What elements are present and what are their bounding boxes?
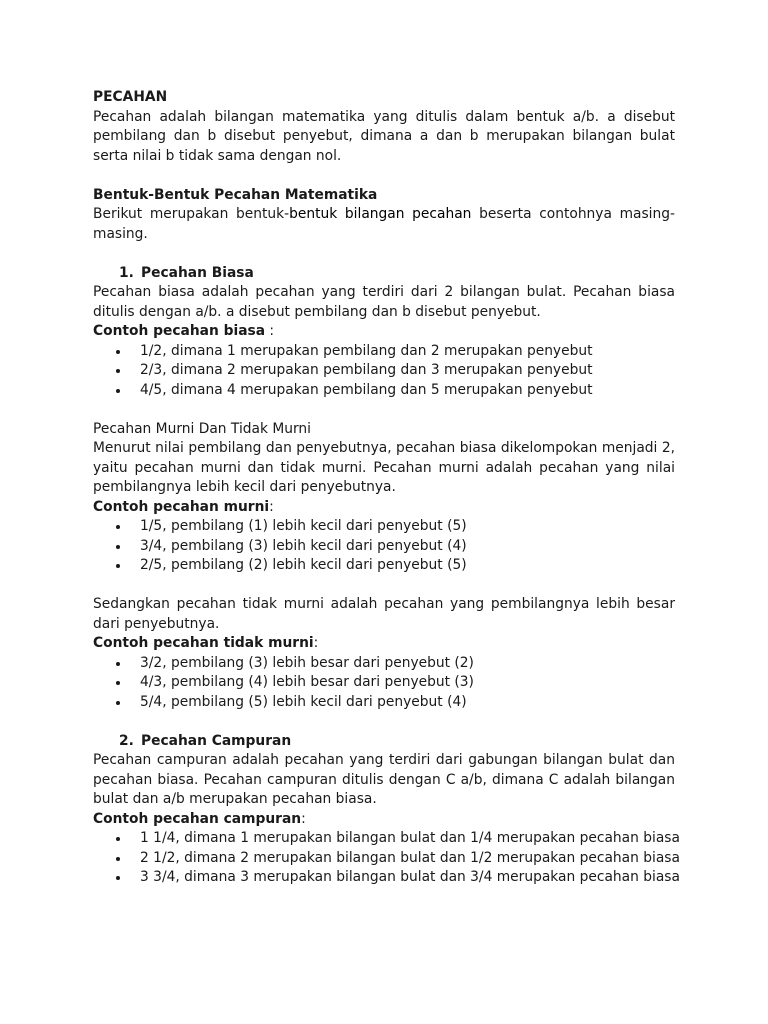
list-item: 3 3/4, dimana 3 merupakan bilangan bulat dan 3/4 merupakan pecahan biasa	[93, 868, 675, 888]
tidak-murni-example-label: Contoh pecahan tidak murni:	[93, 635, 319, 651]
list-item: 2 1/2, dimana 2 merupakan bilangan bulat dan 1/2 merupakan pecahan biasa	[93, 849, 675, 869]
intro-paragraph: Pecahan adalah bilangan matematika yang ditulis dalam bentuk a/b. a disebut pembilang dan b disebut penyebut, dimana a dan b merupakan bilangan bulat serta nilai b tidak sama dengan nol.	[93, 108, 675, 164]
list-item: 1/5, pembilang (1) lebih kecil dari penyebut (5)	[93, 517, 675, 537]
murni-example-list	[93, 517, 675, 576]
biasa-example-list	[93, 342, 675, 401]
spacer	[93, 244, 675, 264]
bentuk-heading: Bentuk-Bentuk Pecahan Matematika	[93, 186, 378, 203]
section-number: 1.	[119, 264, 134, 281]
section-number: 2.	[119, 732, 134, 749]
spacer	[93, 166, 675, 186]
campuran-paragraph: Pecahan campuran adalah pecahan yang terdiri dari gabungan bilangan bulat dan pecahan biasa. Pecahan campuran ditulis dengan C a/b, dimana C adalah bilangan bulat dan a/b merupakan pecahan biasa.	[93, 752, 675, 807]
spacer	[93, 400, 675, 420]
spacer	[93, 576, 675, 596]
list-item: 2/5, pembilang (2) lebih kecil dari penyebut (5)	[93, 556, 675, 576]
murni-paragraph: Menurut nilai pembilang dan penyebutnya, pecahan biasa dikelompokan menjadi 2, yaitu pecahan murni dan tidak murni. Pecahan murni adalah pecahan yang nilai pembilangnya lebih kecil dari penyebutnya.	[93, 440, 675, 495]
bentuk-bilangan-pecahan-link[interactable]: bentuk bilangan pecahan	[289, 206, 472, 222]
section-heading-biasa	[93, 264, 675, 284]
campuran-example-label: Contoh pecahan campuran:	[93, 810, 306, 827]
document-body	[93, 88, 680, 888]
section-title: Pecahan Biasa	[141, 264, 254, 281]
bentuk-text-after: beserta contohnya masing-masing.	[93, 206, 675, 242]
list-item: 1/2, dimana 1 merupakan pembilang dan 2 merupakan penyebut	[93, 342, 675, 362]
bentuk-paragraph	[93, 205, 675, 244]
tidak-murni-example-list	[93, 654, 675, 713]
bentuk-text-before: Berikut merupakan bentuk-	[93, 206, 290, 222]
list-item: 3/4, pembilang (3) lebih kecil dari penyebut (4)	[93, 537, 675, 557]
biasa-example-label: Contoh pecahan biasa :	[93, 323, 275, 339]
section-heading-campuran	[93, 732, 675, 752]
spacer	[93, 712, 675, 732]
murni-example-label: Contoh pecahan murni:	[93, 498, 274, 515]
list-item: 2/3, dimana 2 merupakan pembilang dan 3 merupakan penyebut	[93, 361, 675, 381]
list-item: 4/5, dimana 4 merupakan pembilang dan 5 merupakan penyebut	[93, 381, 675, 401]
tidak-murni-paragraph: Sedangkan pecahan tidak murni adalah pecahan yang pembilangnya lebih besar dari penyebutnya.	[93, 596, 675, 632]
campuran-example-list	[93, 829, 680, 888]
murni-heading: Pecahan Murni Dan Tidak Murni	[93, 420, 312, 437]
list-item: 1 1/4, dimana 1 merupakan bilangan bulat dan 1/4 merupakan pecahan biasa	[93, 829, 675, 849]
section-title: Pecahan Campuran	[141, 732, 292, 749]
list-item: 4/3, pembilang (4) lebih besar dari penyebut (3)	[93, 673, 675, 693]
biasa-paragraph: Pecahan biasa adalah pecahan yang terdiri dari 2 bilangan bulat. Pecahan biasa ditulis dengan a/b. a disebut pembilang dan b disebut penyebut.	[93, 284, 675, 320]
list-item: 5/4, pembilang (5) lebih kecil dari penyebut (4)	[93, 693, 675, 713]
document-title: PECAHAN	[93, 89, 168, 105]
list-item: 3/2, pembilang (3) lebih besar dari penyebut (2)	[93, 654, 675, 674]
